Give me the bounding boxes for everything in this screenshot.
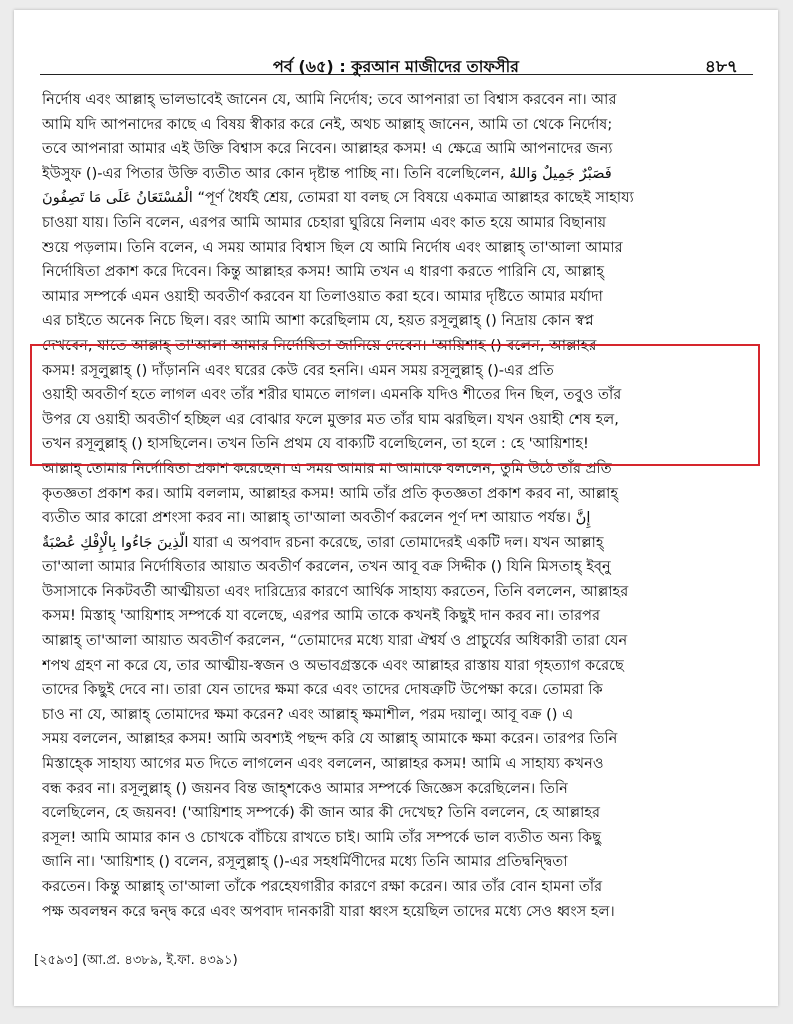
hadith-reference: [২৫৯৩] (আ.প্র. ৪৩৮৯, ই.ফা. ৪৩৯১) <box>34 953 238 968</box>
text-line: আল্লাহ্ তোমার নির্দোষিতা প্রকাশ করেছেন। এ সময় আমার মা আমাকে বললেন, তুমি উঠে তাঁর প্রতি <box>42 459 612 477</box>
text-line: তা'আলা আমার নির্দোষিতার আয়াত অবতীর্ণ করলেন, তখন আবূ বক্র সিদ্দীক () যিনি মিসতাহ্ ইব্নু <box>42 558 611 576</box>
text-line: এর চাইতে অনেক নিচে ছিল। বরং আমি আশা করেছিলাম যে, হয়ত রসূলুল্লাহ্ () নিদ্রায় কোন স্বপ্ন <box>42 312 594 330</box>
text-line: উপর যে ওয়াহী অবতীর্ণ হচ্ছিল এর বোঝার ফলে মুক্তার মত তাঁর ঘাম ঝরছিল। যখন ওয়াহী শেষ হল, <box>42 410 619 428</box>
text-line: তবে আপনারা আমার এই উক্তি বিশ্বাস করে নিবেন। আল্লাহর কসম! এ ক্ষেত্রে আমি আপনাদের জন্য <box>42 140 613 158</box>
header-divider <box>40 74 753 75</box>
text-line: الَّذِينَ جَاءُوا بِالْإِفْكِ عُصْبَةٌ যারা এ অপবাদ রচনা করেছে, তারা তোমাদেরই একটি দল। যখন আল্লাহ্ <box>42 533 604 551</box>
text-line: তাদের কিছুই দেবে না। তারা যেন তাদের ক্ষমা করে এবং তাদের দোষত্রুটি উপেক্ষা করে। তোমরা কি <box>42 681 603 699</box>
text-line: আমি যদি আপনাদের কাছে এ বিষয় স্বীকার করে নেই, অথচ আল্লাহ্ জানেন, আমি তা থেকে নির্দোষ; <box>42 115 613 133</box>
text-line: ইউসুফ ()-এর পিতার উক্তি ব্যতীত আর কোন দৃষ্টান্ত পাচ্ছি না। তিনি বলেছিলেন, فَصَبْرٌ جَمِيلٌ وَاللهُ <box>42 164 612 182</box>
page-header <box>54 54 738 82</box>
text-line: রসূল! আমি আমার কান ও চোখকে বাঁচিয়ে রাখতে চাই। আমি তাঁর সম্পর্কে ভাল ব্যতীত অন্য কিছু <box>42 828 602 846</box>
text-line: তখন রসূলুল্লাহ্ () হাসছিলেন। তখন তিনি প্রথম যে বাক্যটি বলেছিলেন, তা হলে : হে 'আয়িশাহ! <box>42 435 589 453</box>
text-line: চাও না যে, আল্লাহ্ তোমাদের ক্ষমা করেন? এবং আল্লাহ্ ক্ষমাশীল, পরম দয়ালু। আবূ বক্র () এ <box>42 705 574 723</box>
text-line: الْمُسْتَعَانُ عَلَى مَا تَصِفُونَ “পূর্ণ ধৈর্যই শ্রেয়, তোমরা যা বলছ সে বিষয়ে একমাত্র আল্লাহর কাছেই সাহায্য <box>42 189 634 207</box>
text-line: বলেছিলেন, হে জয়নব! ('আয়িশাহ সম্পর্কে) কী জান আর কী দেখেছ? তিনি বললেন, হে আল্লাহর <box>42 804 601 822</box>
text-line: উসাসাকে নিকটবর্তী আত্মীয়তা এবং দারিদ্র্যের কারণে আর্থিক সাহায্য করতেন, তিনি বললেন, আল্লাহর <box>42 582 629 600</box>
text-line: সময় বললেন, আল্লাহর কসম! আমি অবশ্যই পছন্দ করি যে আল্লাহ্ আমাকে ক্ষমা করেন। তারপর তিনি <box>42 730 618 748</box>
text-line: আল্লাহ্ তা'আলা আয়াত অবতীর্ণ করলেন, “তোমাদের মধ্যে যারা ঐশ্বর্য ও প্রাচুর্যের অধিকারী তারা যেন <box>42 632 628 650</box>
text-line: আমার সম্পর্কে এমন ওয়াহী অবতীর্ণ করবেন যা তিলাওয়াত করা হবে। আমার দৃষ্টিতে আমার মর্যাদা <box>42 287 603 305</box>
text-line: বন্ধ করব না। রসূলুল্লাহ্ () জয়নব বিন্ত জাহ্শকেও আমার সম্পর্কে জিজ্ঞেস করেছিলেন। তিনি <box>42 779 568 797</box>
text-line: ব্যতীত আর কারো প্রশংসা করব না। আল্লাহ্ তা'আলা অবতীর্ণ করলেন পূর্ণ দশ আয়াত পর্যন্ত। إِنَّ <box>42 509 591 527</box>
text-line: পক্ষ অবলম্বন করে দ্বন্দ্ব করে এবং অপবাদ দানকারী যারা ধ্বংস হয়েছিল তাদের মধ্যে সেও ধ্বংস হল। <box>42 902 615 920</box>
text-line: চাওয়া যায়। তিনি বলেন, এরপর আমি আমার চেহারা ঘুরিয়ে নিলাম এবং কাত হয়ে আমার বিছানায় <box>42 213 607 231</box>
text-line: শপথ গ্রহণ না করে যে, তার আত্মীয়-স্বজন ও অভাবগ্রস্তকে এবং আল্লাহর রাস্তায় যারা গৃহত্যাগ করেছে <box>42 656 624 674</box>
text-line: কৃতজ্ঞতা প্রকাশ কর। আমি বললাম, আল্লাহর কসম! আমি তাঁর প্রতি কৃতজ্ঞতা প্রকাশ করব না, আল্লাহ্ <box>42 484 619 502</box>
text-line: কসম! মিস্তাহ্ 'আয়িশাহ সম্পর্কে যা বলেছে, এরপর আমি তাকে কখনই কিছুই দান করব না। তারপর <box>42 607 601 625</box>
text-line: দেখবেন, যাতে আল্লাহ্ তা'আলা আমার নির্দোষিতা জানিয়ে দেবেন। 'আয়িশাহ () বলেন, আল্লাহর <box>42 336 597 354</box>
text-line: জানি না। 'আয়িশাহ () বলেন, রসূলুল্লাহ্ ()-এর সহধর্মিণীদের মধ্যে তিনি আমার প্রতিদ্বন্দ্বিতা <box>42 853 568 871</box>
text-line: মিস্তাহ্কে সাহায্য আগের মত দিতে লাগলেন এবং বললেন, আল্লাহর কসম! আমি এ সাহায্য কখনও <box>42 755 604 773</box>
text-line: করতেন। কিন্তু আল্লাহ্ তা'আলা তাঁকে পরহেযগারীর কারণে রক্ষা করেন। আর তাঁর বোন হামনা তাঁর <box>42 878 603 895</box>
page-number: ৪৮৭ <box>704 57 738 77</box>
chapter-title: পর্ব (৬৫) : কুরআন মাজীদের তাফসীর <box>273 57 519 76</box>
text-line: কসম! রসূলুল্লাহ্ () দাঁড়াননি এবং ঘরের কেউ বের হননি। এমন সময় রসূলুল্লাহ্ ()-এর প্রতি <box>42 361 554 379</box>
text-line: নির্দোষ এবং আল্লাহ্ ভালভাবেই জানেন যে, আমি নির্দোষ; তবে আপনারা তা বিশ্বাস করবেন না। আর <box>42 91 617 108</box>
highlight-box <box>30 344 760 466</box>
body-text <box>42 88 751 924</box>
text-line: শুয়ে পড়লাম। তিনি বলেন, এ সময় আমার বিশ্বাস ছিল যে আমি নির্দোষ এবং আল্লাহ্ তা'আলা আমার <box>42 238 623 256</box>
text-line: ওয়াহী অবতীর্ণ হতে লাগল এবং তাঁর শরীর ঘামতে লাগল। এমনকি যদিও শীতের দিন ছিল, তবুও তাঁর <box>42 386 622 404</box>
text-line: নির্দোষিতা প্রকাশ করে দিবেন। কিন্তু আল্লাহর কসম! আমি তখন এ ধারণা করতে পারিনি যে, আল্লাহ্ <box>42 263 605 281</box>
